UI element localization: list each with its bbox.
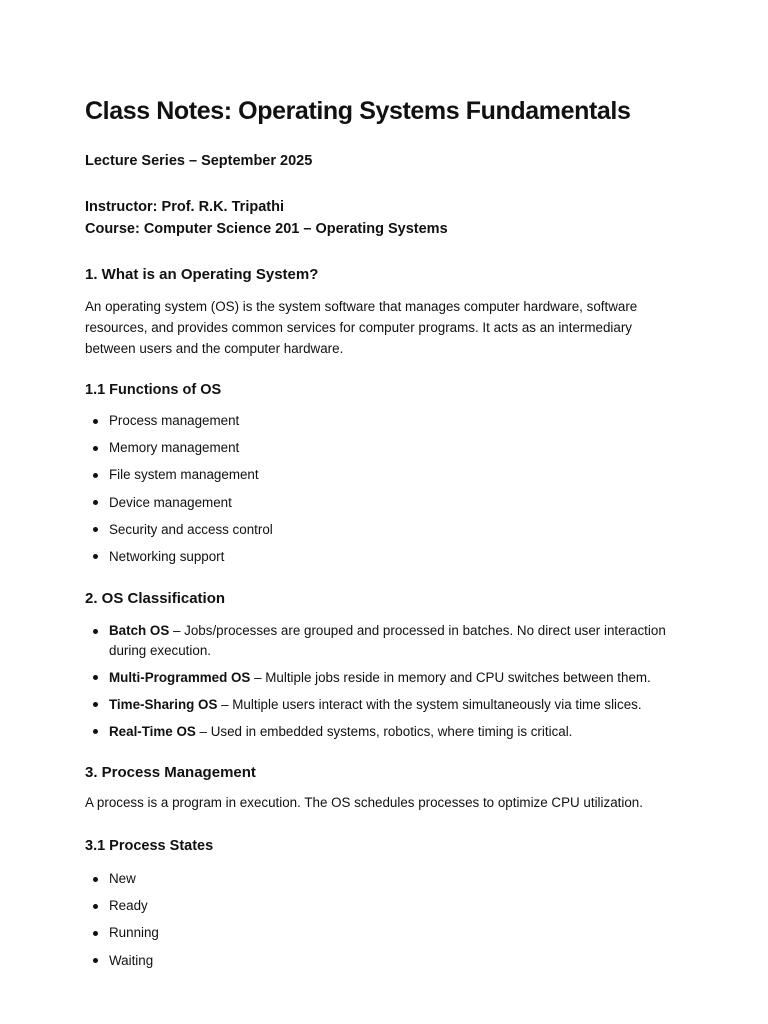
section-1-heading: 1. What is an Operating System? [85, 266, 319, 283]
list-item: Process management [85, 411, 685, 438]
section-3-body: A process is a program in execution. The OS schedules processes to optimize CPU utilization. [85, 795, 643, 810]
list-item: File system management [85, 465, 685, 492]
section-1-body: An operating system (OS) is the system software that manages computer hardware, software resources, and provides common services for computer programs. It acts as an intermediary between users and the computer hardware. [85, 299, 638, 356]
list-item: Ready [85, 896, 685, 923]
list-item: Device management [85, 493, 685, 520]
list-item [85, 621, 685, 660]
section-3-heading: 3. Process Management [85, 764, 256, 781]
list-item: Memory management [85, 438, 685, 465]
process-states-list [85, 869, 685, 978]
instructor: Instructor: Prof. R.K. Tripathi [85, 199, 284, 215]
list-item [85, 722, 685, 742]
list-item: Networking support [85, 547, 685, 574]
lecture-series: Lecture Series – September 2025 [85, 153, 313, 169]
list-item-term: Multi-Programmed OS [109, 669, 251, 685]
list-item-term: Real-Time OS [109, 723, 196, 739]
os-functions-list [85, 411, 685, 574]
list-item: Running [85, 923, 685, 950]
list-item-term: Time-Sharing OS [109, 696, 218, 712]
section-3-1-heading: 3.1 Process States [85, 838, 214, 854]
list-item: Security and access control [85, 520, 685, 547]
section-2-heading: 2. OS Classification [85, 590, 226, 607]
os-classification-list [85, 621, 685, 749]
list-item [85, 695, 685, 715]
list-item: Waiting [85, 951, 685, 978]
section-1-1-heading: 1.1 Functions of OS [85, 382, 222, 398]
course: Course: Computer Science 201 – Operating Systems [85, 221, 448, 237]
list-item-desc: – Used in embedded systems, robotics, where timing is critical. [195, 723, 573, 739]
document-title: Class Notes: Operating Systems Fundamentals [85, 97, 631, 125]
list-item-desc: – Jobs/processes are grouped and processed in batches. No direct user interaction during execution. [109, 623, 666, 658]
list-item-desc: – Multiple users interact with the system simultaneously via time slices. [217, 696, 642, 712]
list-item [85, 668, 685, 688]
list-item-term: Batch OS [109, 623, 170, 638]
list-item-desc: – Multiple jobs reside in memory and CPU switches between them. [250, 669, 651, 685]
list-item: New [85, 869, 685, 896]
